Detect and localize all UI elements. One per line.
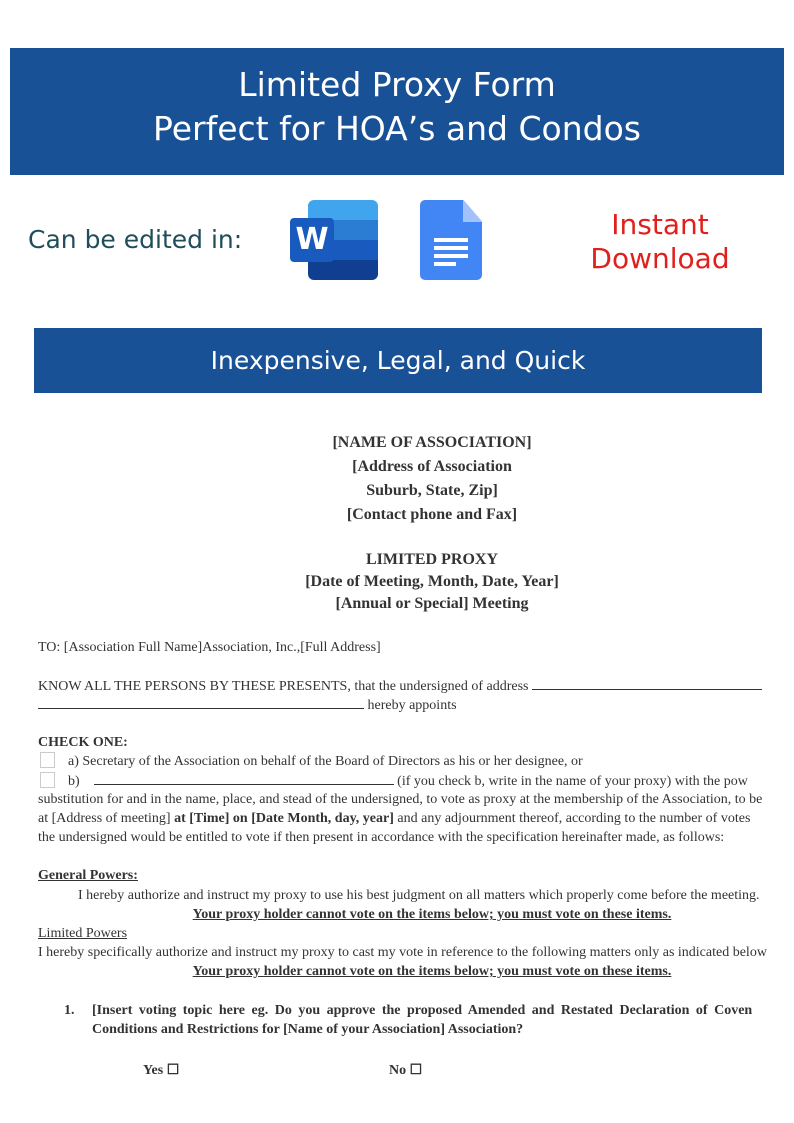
para-line: the undersigned would be entitled to vote if then present in accordance with the specification hereinafter made, as follows: bbox=[38, 830, 725, 845]
para-line: substitution for and in the name, place, and stead of the undersigned, to vote as proxy at the membership of the Association, to be bbox=[38, 792, 763, 807]
para-text: at [Address of meeting] bbox=[38, 811, 175, 826]
warning-text: Your proxy holder cannot vote on the items below; you must vote on these items. bbox=[192, 907, 672, 922]
para-line bbox=[38, 811, 794, 827]
option-b-checkbox[interactable] bbox=[40, 772, 55, 788]
option-b-rest: (if you check b, write in the name of your proxy) with the pow bbox=[397, 774, 748, 789]
appoints-text: hereby appoints bbox=[367, 698, 457, 713]
address-blank[interactable] bbox=[532, 678, 762, 690]
general-powers-heading: General Powers: bbox=[38, 868, 138, 883]
title-line-2: Perfect for HOA’s and Condos bbox=[153, 109, 641, 148]
option-a-text: a) Secretary of the Association on behalf of the Board of Directors as his or her designee, or bbox=[68, 754, 583, 769]
doc-header-line: Suburb, State, Zip] bbox=[366, 482, 498, 499]
subtitle-banner: Inexpensive, Legal, and Quick bbox=[34, 328, 762, 393]
warning-text: Your proxy holder cannot vote on the items below; you must vote on these items. bbox=[192, 964, 672, 979]
proxy-name-blank[interactable] bbox=[94, 773, 394, 785]
doc-title-line: [Annual or Special] Meeting bbox=[335, 595, 529, 612]
know-text: KNOW ALL THE PERSONS BY THESE PRESENTS, that the undersigned of address bbox=[38, 679, 529, 694]
option-b-label: b) bbox=[68, 774, 80, 789]
general-powers-text: I hereby authorize and instruct my proxy to use his best judgment on all matters which properly come before the meeting. bbox=[78, 888, 760, 903]
limited-powers-heading: Limited Powers bbox=[38, 926, 128, 941]
para-bold-text: at [Time] on [Date Month, day, year] bbox=[174, 811, 394, 826]
yes-checkbox[interactable]: Yes ☐ bbox=[143, 1063, 180, 1078]
download-text: Download bbox=[590, 242, 730, 275]
instant-text: Instant bbox=[611, 208, 709, 241]
to-line: TO: [Association Full Name]Association, Inc.,[Full Address] bbox=[38, 640, 381, 655]
doc-header-line: [NAME OF ASSOCIATION] bbox=[332, 434, 532, 451]
doc-header-line: [Address of Association bbox=[352, 458, 512, 475]
limited-powers-text: I hereby specifically authorize and instruct my proxy to cast my vote in reference to the following matters only as indicated below bbox=[38, 945, 767, 960]
doc-title-line: LIMITED PROXY bbox=[365, 551, 498, 568]
para-text: and any adjournment thereof, according to the number of votes bbox=[393, 811, 751, 826]
item-text-line-1: [Insert voting topic here eg. Do you approve the proposed Amended and Restated Declaration of Coven bbox=[92, 1003, 753, 1018]
option-b-line bbox=[68, 773, 794, 790]
item-number: 1. bbox=[64, 1003, 75, 1018]
word-icon: W bbox=[290, 200, 380, 280]
option-a-checkbox[interactable] bbox=[40, 752, 55, 768]
check-one-heading: CHECK ONE: bbox=[38, 735, 128, 750]
edited-in-label: Can be edited in: bbox=[28, 225, 243, 254]
no-checkbox[interactable]: No ☐ bbox=[389, 1063, 423, 1078]
know-line bbox=[38, 678, 794, 695]
appointee-blank[interactable] bbox=[38, 697, 364, 709]
appoints-line bbox=[38, 697, 457, 714]
item-text-line-2: Conditions and Restrictions for [Name of your Association] Association? bbox=[92, 1022, 524, 1037]
title-line-1: Limited Proxy Form bbox=[238, 65, 556, 104]
doc-header-line: [Contact phone and Fax] bbox=[346, 506, 518, 523]
doc-title-line: [Date of Meeting, Month, Date, Year] bbox=[305, 573, 559, 590]
